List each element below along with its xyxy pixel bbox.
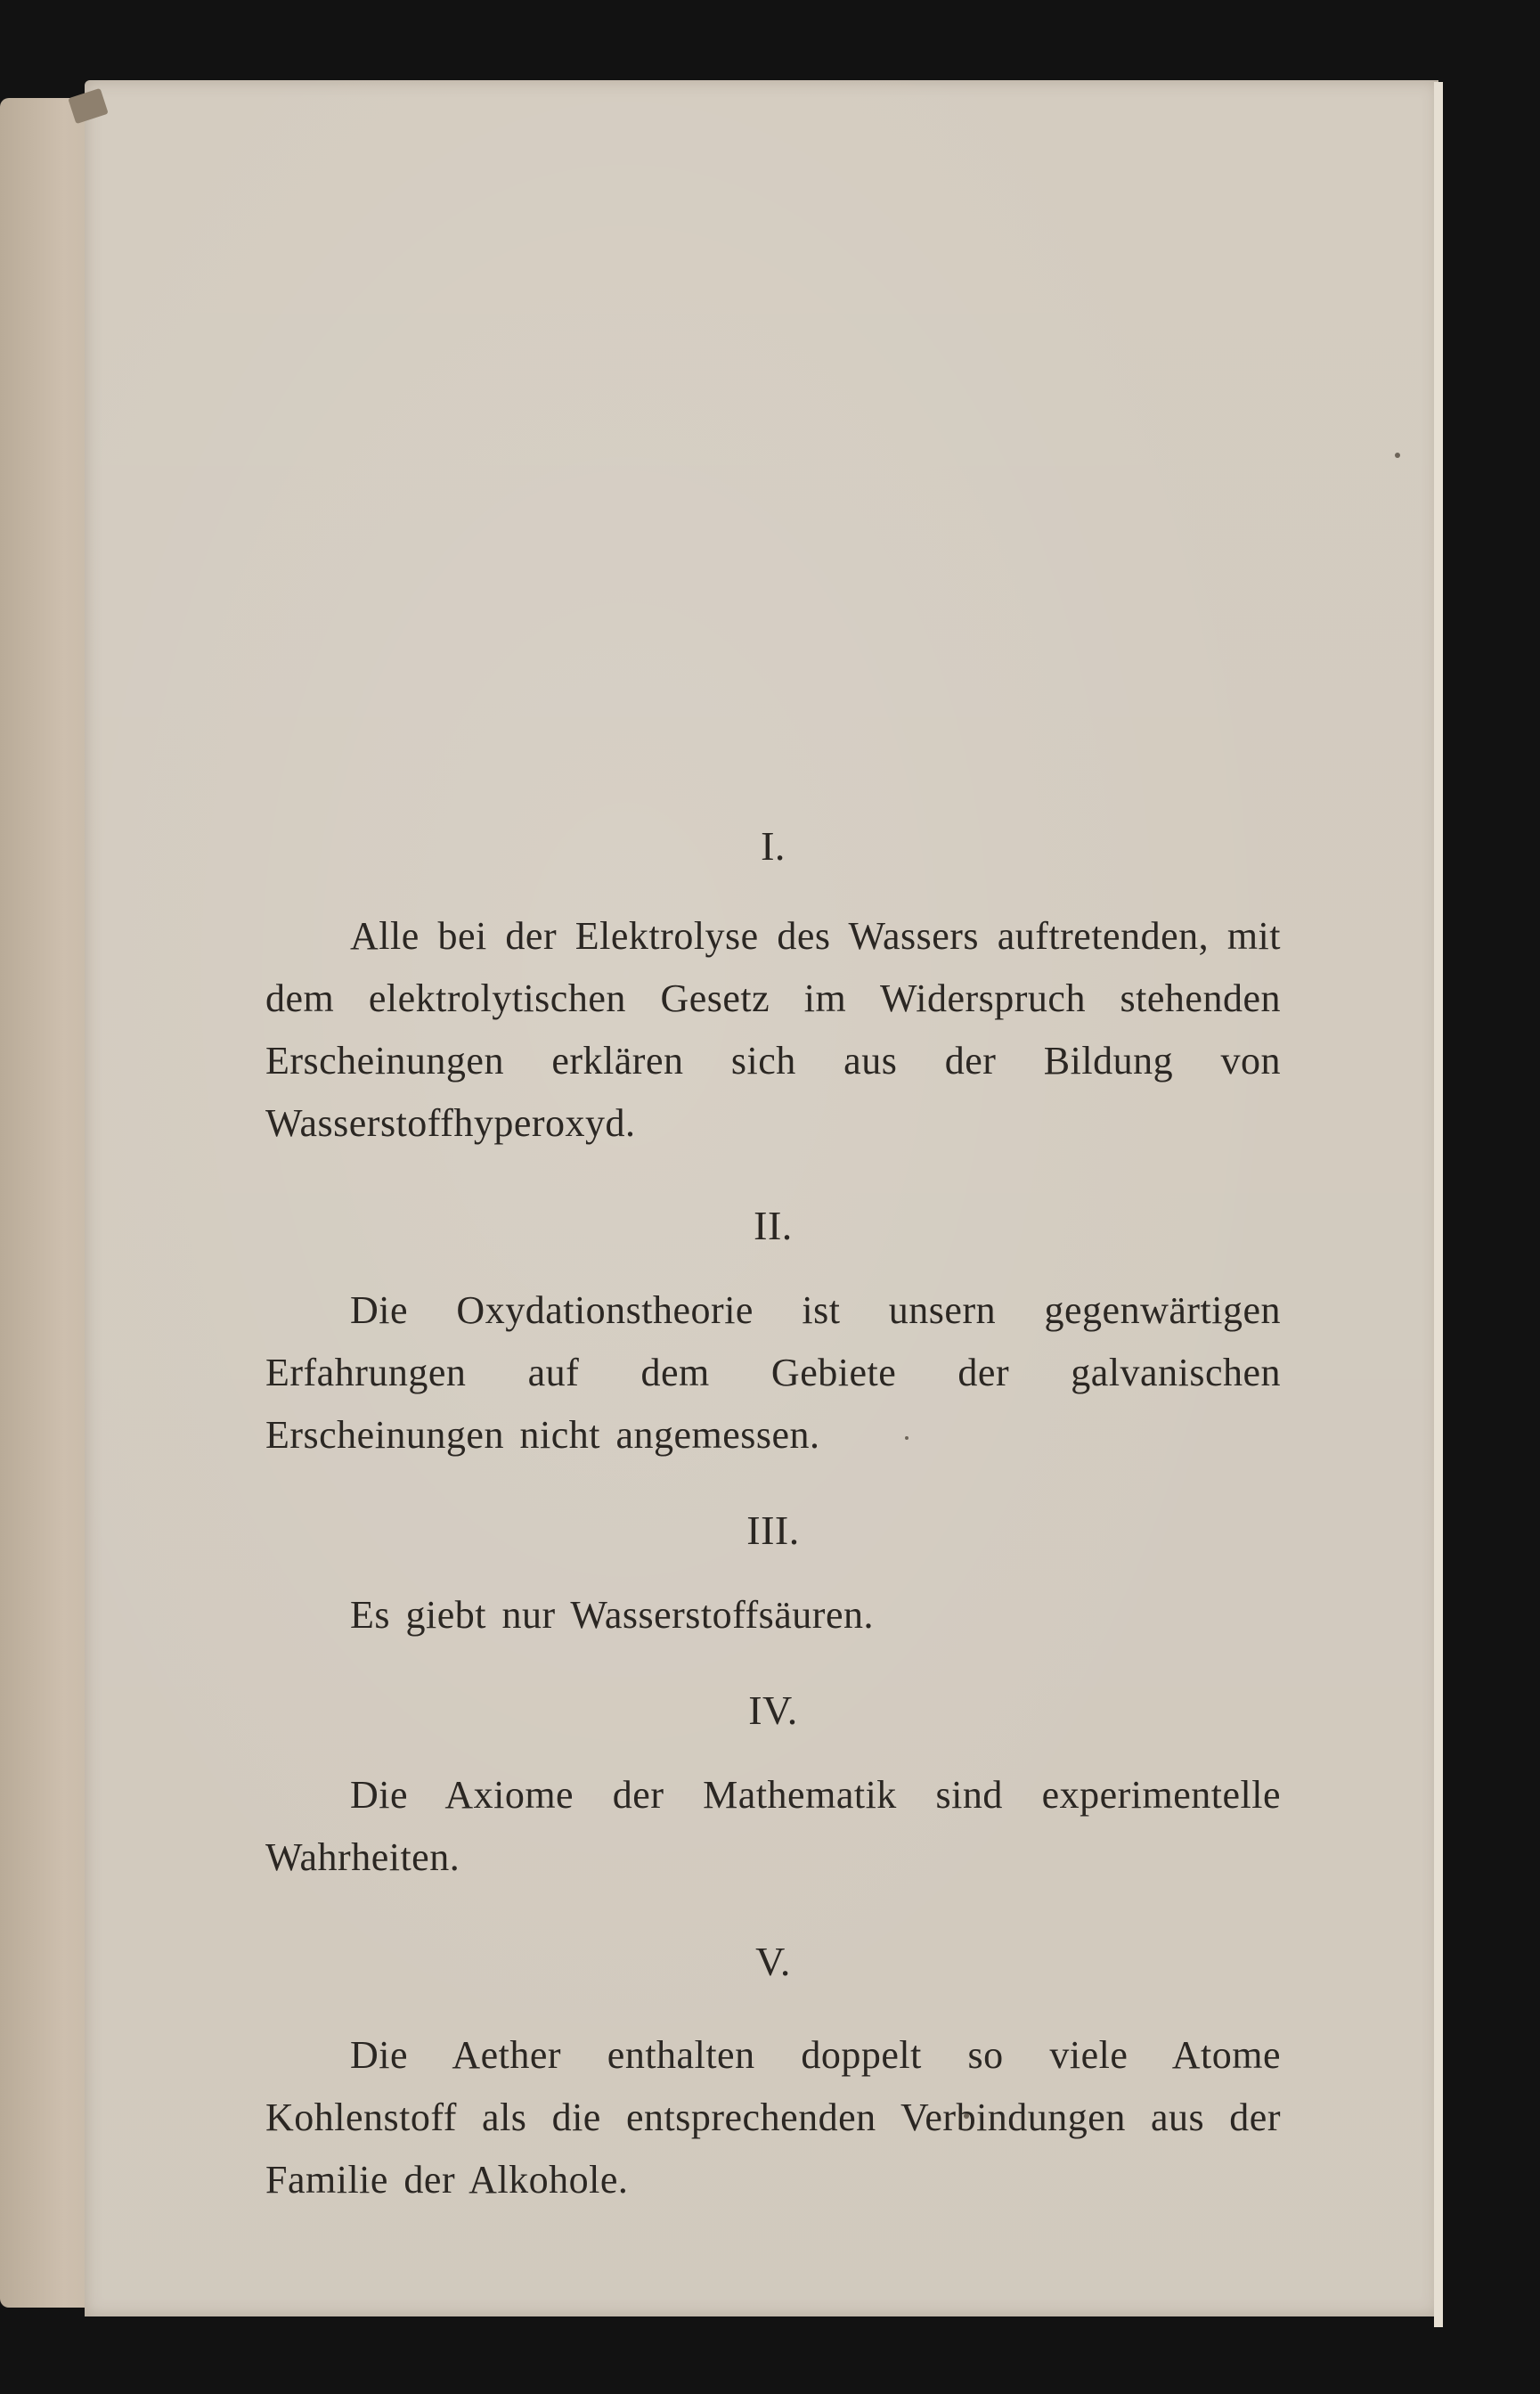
paper-speck	[1395, 453, 1400, 458]
thesis-3	[265, 1504, 1281, 1646]
thesis-text: Die Aether enthalten doppelt so viele Atome Kohlenstoff als die entsprechenden Verbindungen aus der Familie der Alkohole.	[265, 2033, 1281, 2202]
thesis-text: Alle bei der Elektrolyse des Wassers auftretenden, mit dem elektrolytischen Gesetz im Widerspruch stehenden Erscheinungen erklären sich aus der Bildung von Wasserstoffhyperoxyd.	[265, 914, 1281, 1145]
thesis-number: III.	[746, 1507, 800, 1553]
theses-list	[265, 820, 1281, 2222]
page-right-edge	[1434, 82, 1443, 2327]
thesis-5	[265, 1935, 1281, 2211]
thesis-number: IV.	[748, 1687, 798, 1733]
thesis-text: Es giebt nur Wasserstoffsäuren.	[350, 1593, 874, 1637]
thesis-1	[265, 820, 1281, 1155]
thesis-text: Die Axiome der Mathematik sind experimentelle Wahrheiten.	[265, 1773, 1281, 1879]
thesis-number: V.	[755, 1939, 791, 1984]
thesis-number: I.	[761, 823, 786, 869]
thesis-2	[265, 1199, 1281, 1467]
thesis-text: Die Oxydationstheorie ist unsern gegenwärtigen Erfahrungen auf dem Gebiete der galvanischen Erscheinungen nicht angemessen.	[265, 1288, 1281, 1457]
thesis-4	[265, 1684, 1281, 1889]
thesis-number: II.	[754, 1203, 793, 1248]
